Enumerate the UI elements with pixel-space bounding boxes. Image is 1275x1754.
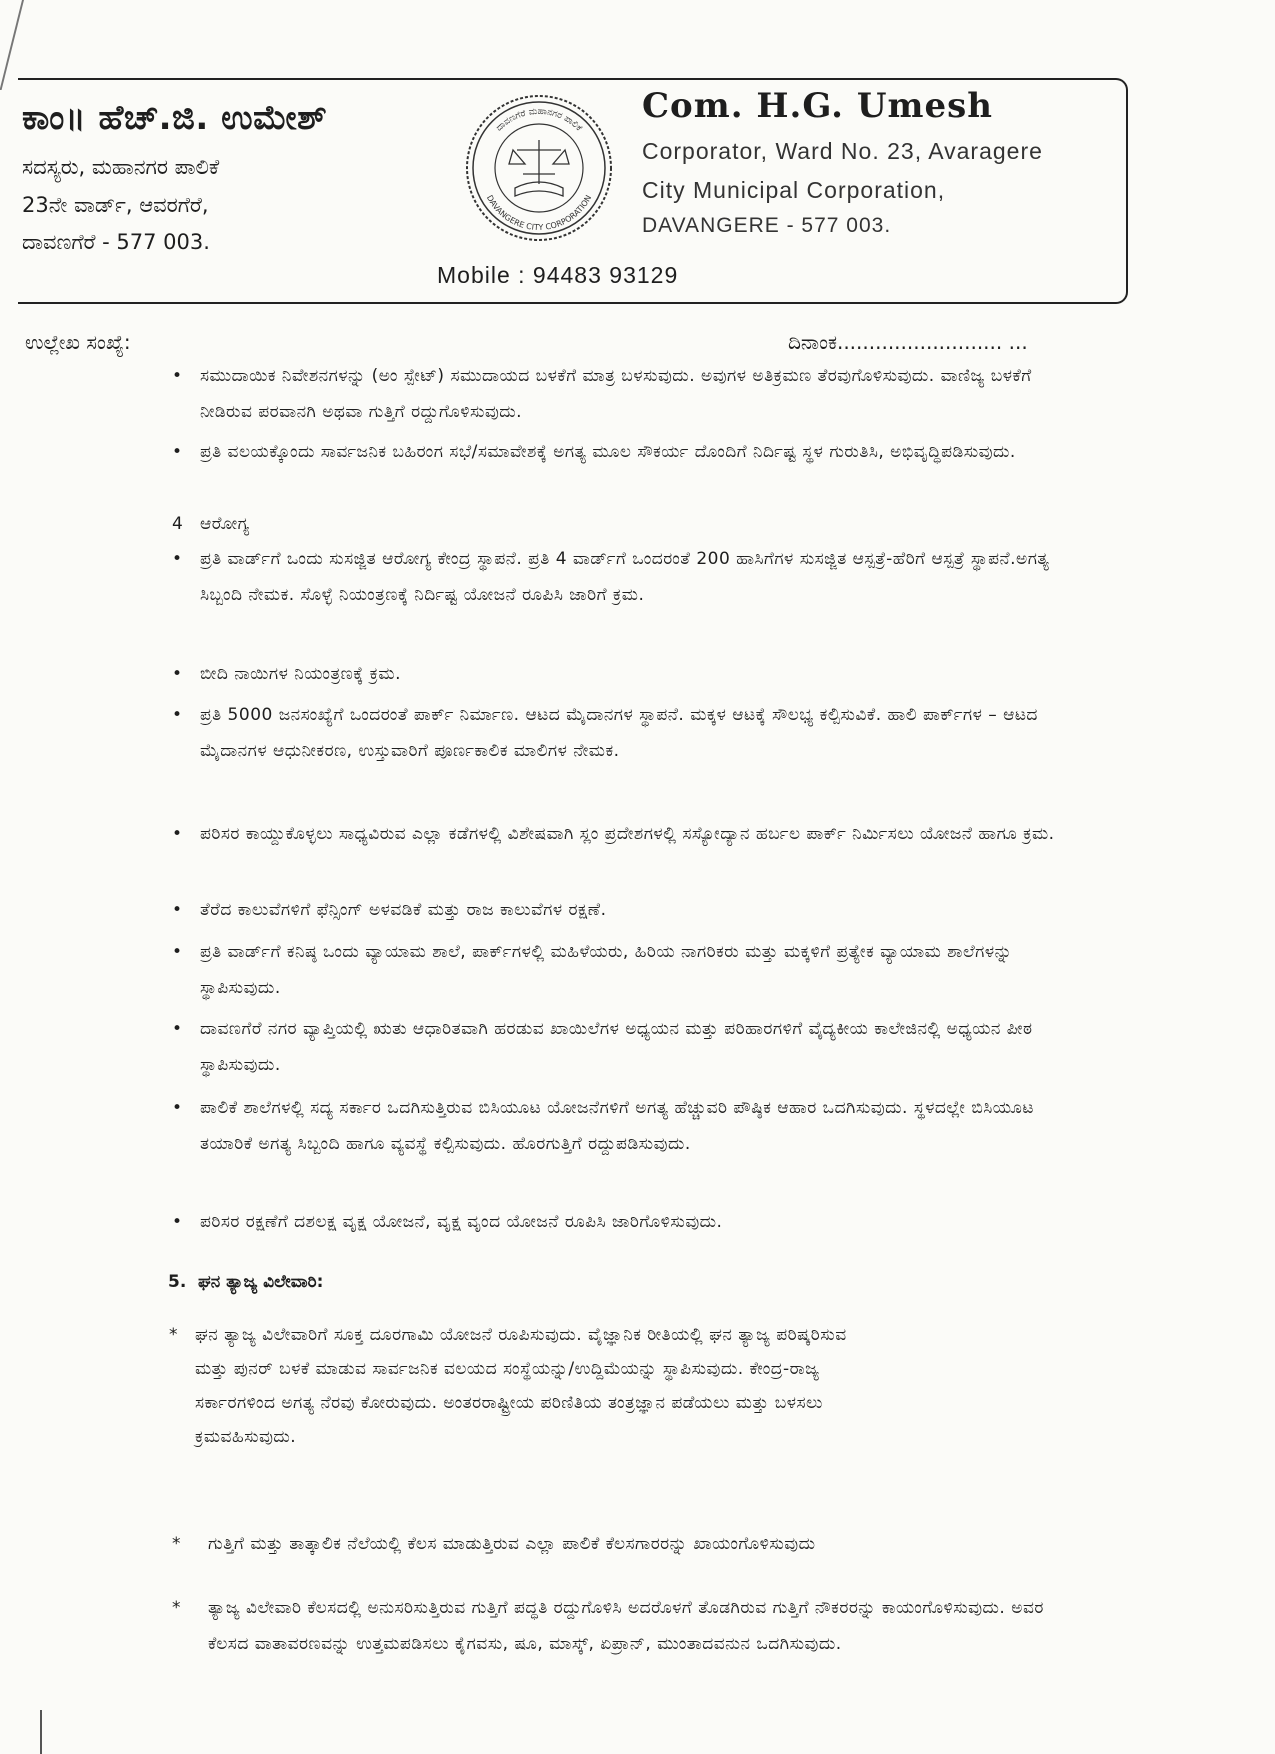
list-item-text: ಸಮುದಾಯಿಕ ನಿವೇಶನಗಳನ್ನು (ಅಂ ಸ್ಪೇಟ್) ಸಮುದಾಯದ ಬಳಕೆಗೆ ಮಾತ್ರ ಬಳಸುವುದು. ಅವುಗಳ ಅತಿಕ್ರಮಣ ತೆರವುಗೊಳಿಸುವುದು. ವಾಣಿಜ್ಯ ಬಳಕೆಗೆ ನೀಡಿರುವ ಪರವಾನಗಿ ಅಥವಾ ಗುತ್ತಿಗೆ ರದ್ದುಗೊಳಿಸುವುದು. (200, 366, 1032, 422)
section-5-title: ಘನ ತ್ಯಾಜ್ಯ ವಿಲೇವಾರಿ: (198, 1272, 324, 1292)
list-item-text: ಪರಿಸರ ರಕ್ಷಣೆಗೆ ದಶಲಕ್ಷ ವೃಕ್ಷ ಯೋಜನೆ, ವೃಕ್ಷ ವೃಂದ ಯೋಜನೆ ರೂಪಿಸಿ ಜಾರಿಗೊಳಿಸುವುದು. (200, 1212, 723, 1232)
letterhead-kannada-designation: ಸದಸ್ಯರು, ಮಹಾನಗರ ಪಾಲಿಕೆ (22, 155, 220, 179)
list-item-text: ತ್ಯಾಜ್ಯ ವಿಲೇವಾರಿ ಕೆಲಸದಲ್ಲಿ ಅನುಸರಿಸುತ್ತಿರುವ ಗುತ್ತಿಗೆ ಪದ್ಧತಿ ರದ್ದುಗೊಳಿಸಿ ಅದರೊಳಗೆ ತೊಡಗಿರುವ ಗುತ್ತಿಗೆ ನೌಕರರನ್ನು ಕಾಯಂಗೊಳಿಸುವುದು. ಅವರ ಕೆಲಸದ ವಾತಾವರಣವನ್ನು ಉತ್ತಮಪಡಿಸಲು ಕೈಗವಸು, ಷೂ, ಮಾಸ್ಕ್, ಏಪ್ರಾನ್, ಮುಂತಾದವನುನ ಒದಗಿಸುವುದು. (208, 1598, 1044, 1654)
list-item (172, 892, 1080, 928)
letterhead-english-designation: Corporator, Ward No. 23, Avaragere (642, 138, 1043, 164)
list-item-text: ತೆರೆದ ಕಾಲುವೆಗಳಿಗೆ ಫೆನ್ಸಿಂಗ್ ಅಳವಡಿಕೆ ಮತ್ತು ರಾಜ ಕಾಲುವೆಗಳ ರಕ್ಷಣೆ. (200, 900, 607, 920)
list-item-text: ಪಾಲಿಕೆ ಶಾಲೆಗಳಲ್ಲಿ ಸದ್ಯ ಸರ್ಕಾರ ಒದಗಿಸುತ್ತಿರುವ ಬಿಸಿಯೂಟ ಯೋಜನೆಗಳಿಗೆ ಅಗತ್ಯ ಹೆಚ್ಚುವರಿ ಪೌಷ್ಠಿಕ ಆಹಾರ ಒದಗಿಸುವುದು. ಸ್ಥಳದಲ್ಲೇ ಬಿಸಿಯೂಟ ತಯಾರಿಕೆ ಅಗತ್ಯ ಸಿಬ್ಬಂದಿ ಹಾಗೂ ವ್ಯವಸ್ಥೆ ಕಲ್ಪಿಸುವುದು. ಹೊರಗುತ್ತಿಗೆ ರದ್ದುಪಡಿಸುವುದು. (200, 1098, 1034, 1154)
bullet-marker: • (172, 366, 183, 386)
svg-text:DAVANGERE CITY CORPORATION (485, 194, 593, 232)
section-5-number: 5. (168, 1272, 187, 1292)
list-item (172, 1526, 1088, 1562)
letterhead-mobile: Mobile : 94483 93129 (437, 262, 679, 288)
section-number: 4 (172, 514, 184, 534)
list-item-text: ಗುತ್ತಿಗೆ ಮತ್ತು ತಾತ್ಕಾಲಿಕ ನೆಲೆಯಲ್ಲಿ ಕೆಲಸ ಮಾಡುತ್ತಿರುವ ಎಲ್ಲಾ ಪಾಲಿಕೆ ಕೆಲಸಗಾರರನ್ನು ಖಾಯಂಗೊಳಿಸುವುದು (208, 1534, 816, 1554)
bullet-marker: • (172, 664, 183, 684)
letterhead-english-name: Com. H.G. Umesh (642, 86, 993, 126)
date-label: ದಿನಾಂಕ.......................... ... (788, 330, 1028, 354)
corporation-seal (463, 92, 615, 244)
section-heading-health (172, 506, 1080, 542)
list-item-text: ಪ್ರತಿ 5000 ಜನಸಂಖ್ಯೆಗೆ ಒಂದರಂತೆ ಪಾರ್ಕ್ ನಿರ್ಮಾಣ. ಆಟದ ಮೈದಾನಗಳ ಸ್ಥಾಪನೆ. ಮಕ್ಕಳ ಆಟಕ್ಕೆ ಸೌಲಭ್ಯ ಕಲ್ಪಿಸುವಿಕೆ. ಹಾಲಿ ಪಾರ್ಕ್‌ಗಳ – ಆಟದ ಮೈದಾನಗಳ ಆಧುನೀಕರಣ, ಉಸ್ತುವಾರಿಗೆ ಪೂರ್ಣಕಾಲಿಕ ಮಾಲಿಗಳ ನೇಮಕ. (200, 705, 1038, 761)
bullet-marker: • (172, 900, 183, 920)
bullet-marker: • (172, 1098, 183, 1118)
list-item (172, 1590, 1088, 1662)
list-item-text: ಪ್ರತಿ ವಾರ್ಡ್‌ಗೆ ಕನಿಷ್ಠ ಒಂದು ವ್ಯಾಯಾಮ ಶಾಲೆ, ಪಾರ್ಕ್‌ಗಳಲ್ಲಿ ಮಹಿಳೆಯರು, ಹಿರಿಯ ನಾಗರಿಕರು ಮತ್ತು ಮಕ್ಕಳಿಗೆ ಪ್ರತ್ಯೇಕ ವ್ಯಾಯಾಮ ಶಾಲೆಗಳನ್ನು ಸ್ಥಾಪಿಸುವುದು. (200, 942, 1013, 998)
list-item (172, 934, 1080, 1006)
list-item (169, 1318, 875, 1454)
list-item (172, 816, 1080, 852)
list-item (172, 358, 1080, 430)
page-corner-mark (0, 0, 24, 90)
bullet-marker: • (172, 442, 183, 462)
bullet-marker: • (172, 1019, 183, 1039)
letterhead-kannada-city: ದಾವಣಗೆರೆ - 577 003. (22, 230, 210, 254)
list-item-text: ಬೀದಿ ನಾಯಿಗಳ ನಿಯಂತ್ರಣಕ್ಕೆ ಕ್ರಮ. (200, 664, 401, 684)
list-item-text: ಪರಿಸರ ಕಾಯ್ದುಕೊಳ್ಳಲು ಸಾಧ್ಯವಿರುವ ಎಲ್ಲಾ ಕಡೆಗಳಲ್ಲಿ ವಿಶೇಷವಾಗಿ ಸ್ಲಂ ಪ್ರದೇಶಗಳಲ್ಲಿ ಸಸ್ಯೋದ್ಯಾನ ಹರ್ಬಲ ಪಾರ್ಕ್ ನಿರ್ಮಿಸಲು ಯೋಜನೆ ಹಾಗೂ ಕ್ರಮ. (200, 824, 1055, 844)
list-item (172, 697, 1080, 769)
list-item (172, 434, 1080, 470)
list-item (172, 1204, 1080, 1240)
page-edge-mark (40, 1710, 42, 1754)
bullet-marker: • (172, 824, 183, 844)
list-item-text: ಪ್ರತಿ ವಾರ್ಡ್‌ಗೆ ಒಂದು ಸುಸಜ್ಜಿತ ಆರೋಗ್ಯ ಕೇಂದ್ರ ಸ್ಥಾಪನೆ. ಪ್ರತಿ 4 ವಾರ್ಡ್‌ಗೆ ಒಂದರಂತೆ 200 ಹಾಸಿಗೆಗಳ ಸುಸಜ್ಜಿತ ಆಸ್ಪತ್ರೆ-ಹೆರಿಗೆ ಆಸ್ಪತ್ರೆ ಸ್ಥಾಪನೆ.ಅಗತ್ಯ ಸಿಬ್ಬಂದಿ ನೇಮಕ. ಸೊಳ್ಳೆ ನಿಯಂತ್ರಣಕ್ಕೆ ನಿರ್ದಿಷ್ಟ ಯೋಜನೆ ರೂಪಿಸಿ ಜಾರಿಗೆ ಕ್ರಮ. (200, 549, 1050, 605)
list-item-text: ಪ್ರತಿ ವಲಯಕ್ಕೊಂದು ಸಾರ್ವಜನಿಕ ಬಹಿರಂಗ ಸಭೆ/ಸಮಾವೇಶಕ್ಕೆ ಅಗತ್ಯ ಮೂಲ ಸೌಕರ್ಯ ದೊಂದಿಗೆ ನಿರ್ದಿಷ್ಟ ಸ್ಥಳ ಗುರುತಿಸಿ, ಅಭಿವೃದ್ಧಿಪಡಿಸುವುದು. (200, 442, 1016, 462)
reference-number-label: ಉಲ್ಲೇಖ ಸಂಖ್ಯೆ: (25, 330, 131, 354)
list-item (172, 656, 1080, 692)
asterisk-marker: * (172, 1598, 181, 1618)
letterhead-english-city: DAVANGERE - 577 003. (642, 214, 892, 237)
asterisk-marker: * (169, 1325, 178, 1345)
list-item (172, 1090, 1080, 1162)
list-item-text: ದಾವಣಗೆರೆ ನಗರ ವ್ಯಾಪ್ತಿಯಲ್ಲಿ ಋತು ಆಧಾರಿತವಾಗಿ ಹರಡುವ ಖಾಯಿಲೆಗಳ ಅಧ್ಯಯನ ಮತ್ತು ಪರಿಹಾರಗಳಿಗೆ ವೈದ್ಯಕೀಯ ಕಾಲೇಜಿನಲ್ಲಿ ಅಧ್ಯಯನ ಪೀಠ ಸ್ಥಾಪಿಸುವುದು. (200, 1019, 1033, 1075)
bullet-marker: • (172, 1212, 183, 1232)
bullet-marker: • (172, 705, 183, 725)
bullet-marker: • (172, 549, 183, 569)
letterhead-kannada-ward: 23ನೇ ವಾರ್ಡ್, ಆವರಗೆರೆ, (22, 193, 209, 217)
asterisk-marker: * (172, 1534, 181, 1554)
seal-bottom-text: DAVANGERE CITY CORPORATION (484, 193, 594, 233)
letterhead-kannada-name: ಕಾಂ॥ ಹೆಚ್.ಜಿ. ಉಮೇಶ್ (22, 98, 328, 138)
seal-top-text: ದಾವಣಗೆರೆ ಮಹಾನಗರ ಪಾಲಿಕೆ (494, 106, 584, 134)
list-item (172, 541, 1080, 613)
section-title: ಆರೋಗ್ಯ (200, 514, 250, 534)
list-item-text: ಘನ ತ್ಯಾಜ್ಯ ವಿಲೇವಾರಿಗೆ ಸೂಕ್ತ ದೂರಗಾಮಿ ಯೋಜನೆ ರೂಪಿಸುವುದು. ವೈಜ್ಞಾನಿಕ ರೀತಿಯಲ್ಲಿ ಘನ ತ್ಯಾಜ್ಯ ಪರಿಷ್ಕರಿಸುವ ಮತ್ತು ಪುನರ್ ಬಳಕೆ ಮಾಡುವ ಸಾರ್ವಜನಿಕ ವಲಯದ ಸಂಸ್ಥೆಯನ್ನು/ಉದ್ದಿಮೆಯನ್ನು ಸ್ಥಾಪಿಸುವುದು. ಕೇಂದ್ರ-ರಾಜ್ಯ ಸರ್ಕಾರಗಳಿಂದ ಅಗತ್ಯ ನೆರವು ಕೋರುವುದು. ಅಂತರರಾಷ್ಟ್ರೀಯ ಪರಿಣಿತಿಯ ತಂತ್ರಜ್ಞಾನ ಪಡೆಯಲು ಮತ್ತು ಬಳಸಲು ಕ್ರಮವಹಿಸುವುದು. (195, 1325, 847, 1447)
list-item (172, 1011, 1080, 1083)
bullet-marker: • (172, 942, 183, 962)
letterhead-english-corporation: City Municipal Corporation, (642, 177, 946, 203)
